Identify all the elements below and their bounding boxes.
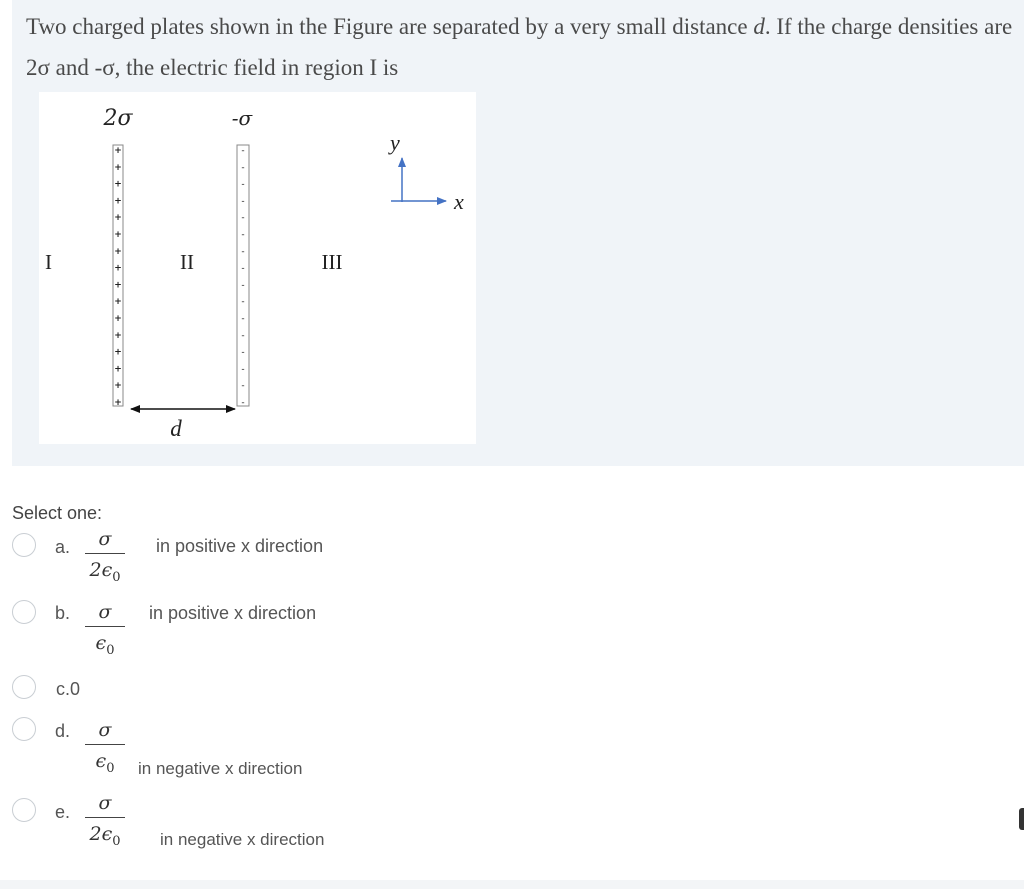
option-e-fraction	[83, 791, 127, 849]
plus-sign: +	[114, 347, 122, 358]
minus-sign: -	[241, 347, 245, 358]
option-b-letter: b.	[55, 603, 71, 623]
scroll-indicator[interactable]	[1019, 808, 1024, 830]
option-d-radio[interactable]	[12, 717, 36, 741]
question-text-part2: . If the charge densities are 2σ and -σ, the electric field in region I is	[26, 14, 1013, 80]
option-e-text: in negative x direction	[160, 830, 325, 849]
plus-sign: +	[114, 330, 122, 341]
minus-sign: -	[241, 364, 245, 375]
minus-sign: -	[241, 213, 245, 224]
minus-sign: -	[241, 398, 245, 408]
minus-sign: -	[241, 146, 245, 156]
capacitor-diagram	[39, 92, 476, 444]
option-d-fraction	[83, 718, 127, 776]
minus-sign: -	[241, 280, 245, 291]
option-a-numerator: σ	[98, 528, 112, 550]
minus-sign: -	[241, 381, 245, 392]
option-e-denominator-base: 2ϵ	[89, 823, 113, 845]
region-label-3: III	[321, 250, 343, 274]
plus-sign: +	[114, 246, 122, 257]
option-d-text: in negative x direction	[138, 759, 303, 778]
option-b-text: in positive x direction	[149, 603, 317, 623]
option-a-letter: a.	[55, 537, 71, 557]
fraction-bar	[85, 744, 125, 745]
plus-sign: +	[114, 196, 122, 207]
region-label-1: I	[45, 250, 52, 274]
minus-sign: -	[241, 263, 245, 274]
option-a-text: in positive x direction	[156, 536, 324, 556]
x-axis-label: x	[454, 189, 464, 214]
option-a-denominator	[83, 558, 127, 585]
question-text-part1: Two charged plates shown in the Figure are separated by a very small distance	[26, 14, 754, 39]
capacitor-figure	[39, 92, 476, 444]
plus-sign: +	[114, 381, 122, 392]
option-e-letter: e.	[55, 802, 71, 822]
select-one-label: Select one:	[12, 503, 103, 523]
option-e-subscript: 0	[112, 833, 121, 849]
separation-label: d	[170, 416, 182, 441]
option-a-radio[interactable]	[12, 533, 36, 557]
minus-sign: -	[241, 196, 245, 207]
left-plate-label: 2σ	[103, 106, 133, 131]
option-e-radio[interactable]	[12, 798, 36, 822]
question-variable-d: d	[753, 14, 765, 39]
option-e-denominator	[83, 822, 127, 849]
plus-sign: +	[114, 364, 122, 375]
minus-sign: -	[241, 179, 245, 190]
plus-sign: +	[114, 314, 122, 324]
option-b-subscript: 0	[106, 642, 115, 658]
fraction-bar	[85, 553, 125, 554]
option-b-radio[interactable]	[12, 600, 36, 624]
option-d-letter: d.	[55, 721, 71, 741]
option-d-numerator: σ	[98, 719, 112, 741]
option-e-numerator: σ	[98, 792, 112, 814]
question-text	[26, 6, 1024, 88]
minus-sign: -	[241, 330, 245, 341]
option-b-denominator-base: ϵ	[95, 632, 107, 654]
option-d-subscript: 0	[106, 760, 115, 776]
option-a-subscript: 0	[112, 569, 121, 585]
option-d-denominator-base: ϵ	[95, 750, 107, 772]
plus-sign: +	[114, 213, 122, 224]
minus-sign: -	[241, 230, 245, 240]
plus-sign: +	[114, 297, 122, 308]
minus-sign: -	[241, 297, 245, 308]
option-b-numerator: σ	[98, 601, 112, 623]
minus-sign: -	[241, 314, 245, 324]
region-label-2: II	[180, 250, 194, 274]
option-c-letter: c.0	[56, 679, 81, 699]
plus-sign: +	[114, 162, 122, 173]
option-a-denominator-base: 2ϵ	[89, 559, 113, 581]
plus-sign: +	[114, 230, 122, 240]
plus-sign: +	[114, 146, 122, 156]
option-b-denominator	[83, 631, 127, 658]
fraction-bar	[85, 817, 125, 818]
plus-sign: +	[114, 179, 122, 190]
option-b-fraction	[83, 600, 127, 658]
fraction-bar	[85, 626, 125, 627]
right-plate-label: -σ	[231, 106, 253, 130]
bottom-divider	[0, 880, 1024, 889]
minus-sign: -	[241, 162, 245, 173]
option-a-fraction	[83, 527, 127, 585]
plus-sign: +	[114, 398, 122, 408]
plus-sign: +	[114, 263, 122, 274]
option-c-radio[interactable]	[12, 675, 36, 699]
plus-sign: +	[114, 280, 122, 291]
y-axis-label: y	[390, 130, 400, 155]
option-d-denominator	[83, 749, 127, 776]
minus-sign: -	[241, 246, 245, 257]
